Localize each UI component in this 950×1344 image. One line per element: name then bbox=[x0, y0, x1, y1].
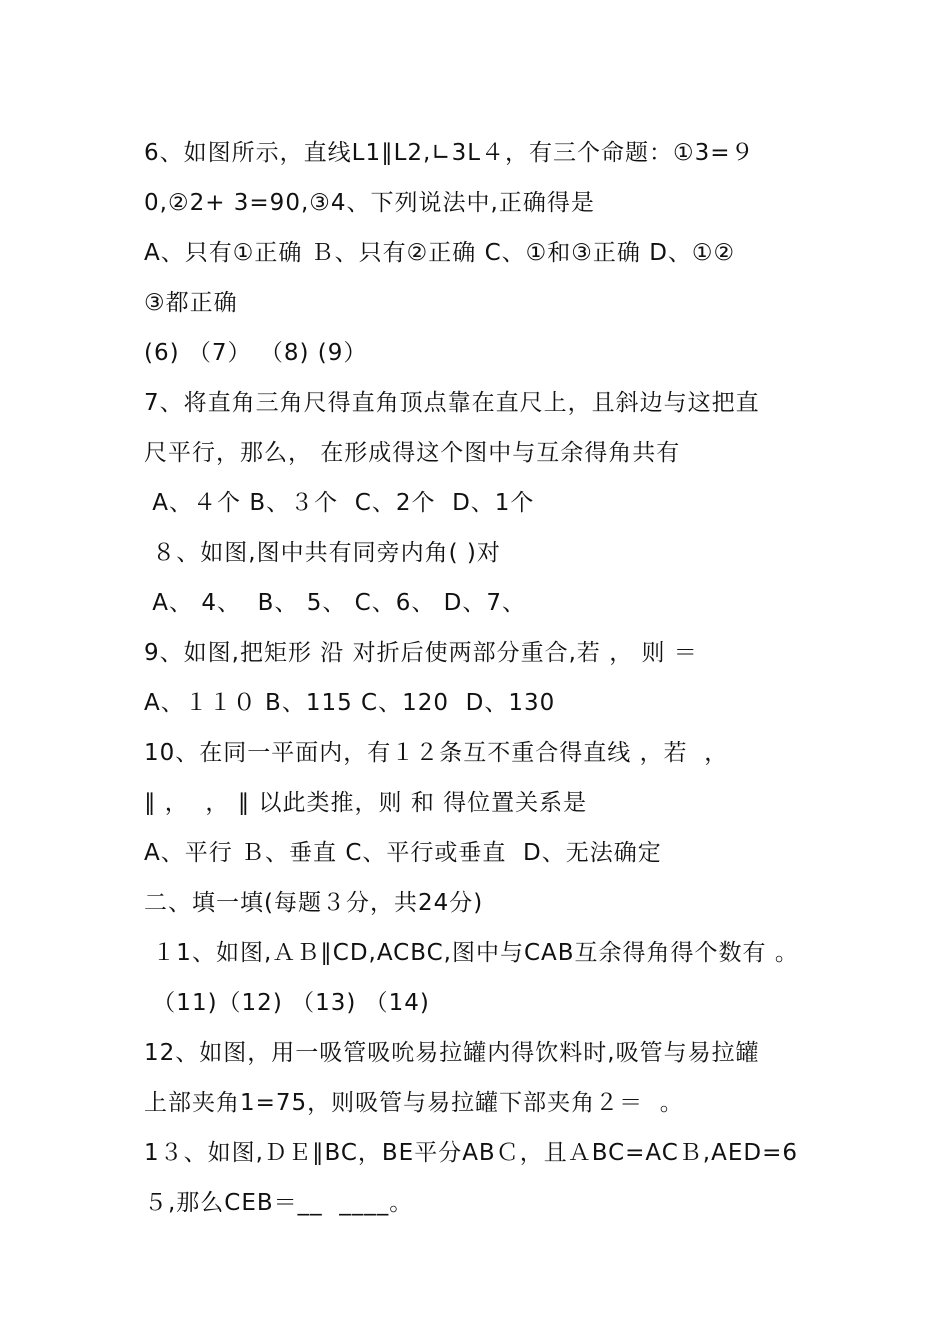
text-line: ８、如图,图中共有同旁内角( )对 bbox=[144, 540, 501, 566]
text-line: A、 4、 B、 5、 C、6、 D、7、 bbox=[144, 590, 526, 616]
text-line: 6、如图所示，直线L1∥L2,∟3L４，有三个命题：①3=９ bbox=[144, 140, 755, 166]
text-line: A、４个 B、３个 C、2个 D、1个 bbox=[144, 490, 535, 516]
text-line: 二、填一填(每题３分，共24分) bbox=[144, 890, 484, 916]
text-line: 12、如图，用一吸管吸吮易拉罐内得饮料时,吸管与易拉罐 bbox=[144, 1040, 760, 1066]
text-line: 尺平行，那么， 在形成得这个图中与互余得角共有 bbox=[144, 440, 681, 466]
text-line: (6) （7） （8) (9） bbox=[144, 340, 368, 366]
text-line: （11)（12) （13) （14) bbox=[144, 990, 430, 1016]
text-line: ５,那么CEB＝__ ____。 bbox=[144, 1190, 414, 1216]
text-line: １1、如图,ＡＢ∥CD,ACBC,图中与CAB互余得角得个数有 。 bbox=[144, 940, 799, 966]
text-line: A、只有①正确 Ｂ、只有②正确 C、①和③正确 D、①② bbox=[144, 240, 736, 266]
text-line: A、１１０ B、115 C、120 D、130 bbox=[144, 690, 556, 716]
text-line: 7、将直角三角尺得直角顶点靠在直尺上，且斜边与这把直 bbox=[144, 390, 760, 416]
document-body bbox=[144, 128, 824, 1228]
text-line: ∥ ， ， ∥ 以此类推，则 和 得位置关系是 bbox=[144, 790, 588, 816]
text-line: 1３、如图,ＤＥ∥BC，BE平分ABＣ，且ＡBC=ACＢ,AED=6 bbox=[144, 1140, 798, 1166]
text-line: 9、如图,把矩形 沿 对折后使两部分重合,若 ， 则 ＝ bbox=[144, 640, 698, 666]
text-line: ③都正确 bbox=[144, 290, 238, 316]
text-line: A、平行 Ｂ、垂直 C、平行或垂直 D、无法确定 bbox=[144, 840, 662, 866]
text-line: 0,②2+ 3=90,③4、下列说法中,正确得是 bbox=[144, 190, 595, 216]
text-line: 上部夹角1=75，则吸管与易拉罐下部夹角２＝ 。 bbox=[144, 1090, 684, 1116]
text-line: 10、在同一平面内，有１２条互不重合得直线 ，若 ， bbox=[144, 740, 729, 766]
